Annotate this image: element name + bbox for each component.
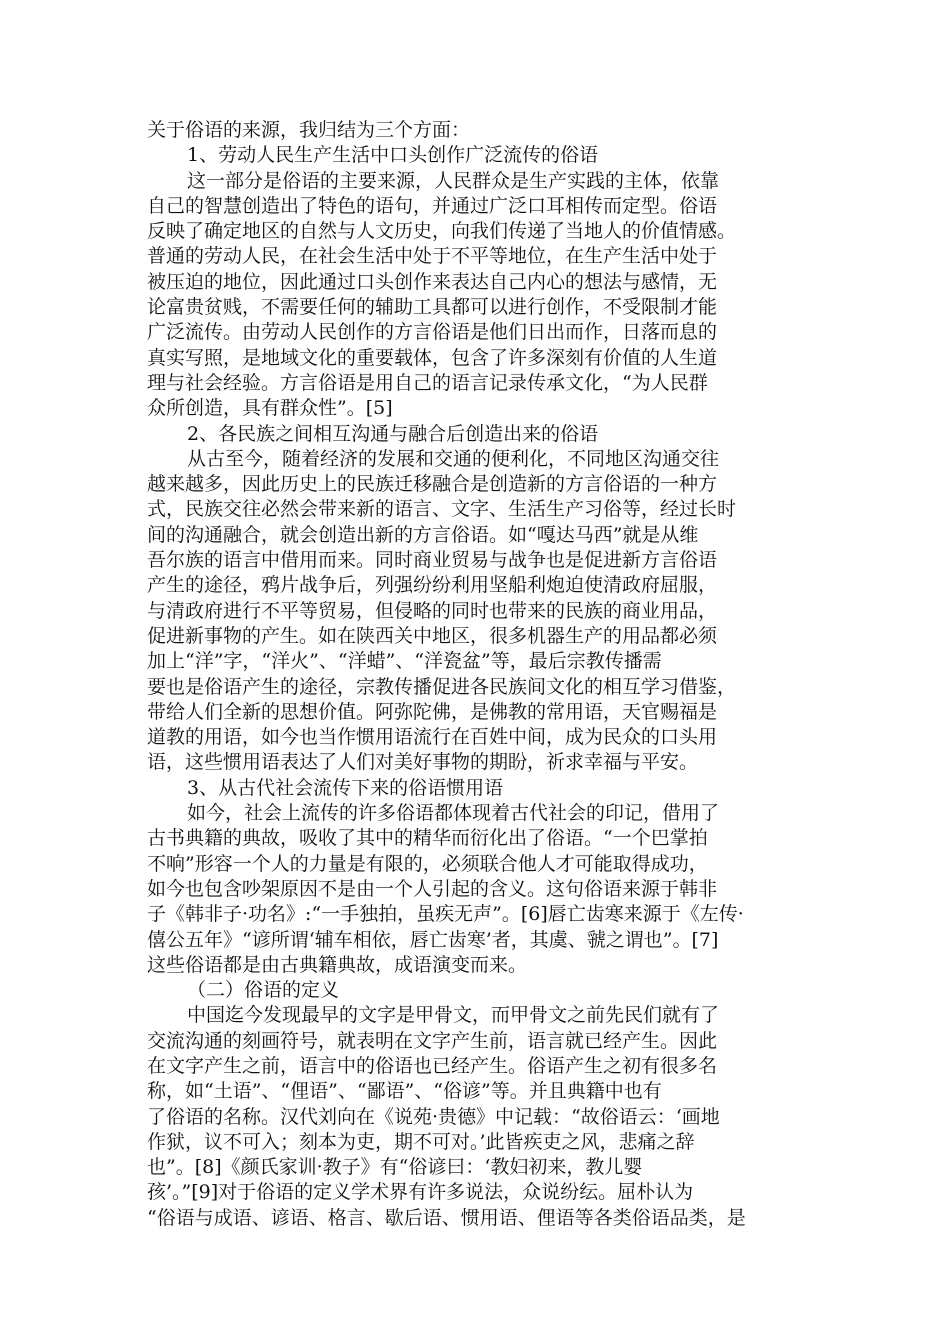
- text-line: 间的沟通融合，就会创造出新的方言俗语。如“嘎达马西”就是从维: [147, 523, 699, 546]
- text-line: 道教的用语，如今也当作惯用语流行在百姓中间，成为民众的口头用: [147, 726, 718, 749]
- text-line: 语，这些惯用语表达了人们对美好事物的期盼，祈求幸福与平安。: [147, 751, 699, 774]
- text-line: 不响”形容一个人的力量是有限的，必须联合他人才可能取得成功，: [147, 852, 708, 875]
- text-line: 加上“洋”字，“洋火”、“洋蜡”、“洋瓷盆”等，最后宗教传播需: [147, 650, 662, 673]
- text-line: 论富贵贫贱，不需要任何的辅助工具都可以进行创作，不受限制才能: [147, 296, 718, 319]
- text-line: 作狱，议不可入；刻本为吏，期不可对。’此皆疾吏之风，悲痛之辞: [147, 1130, 695, 1153]
- text-line: 反映了确定地区的自然与人文历史，向我们传递了当地人的价值情感。: [147, 220, 737, 243]
- text-line: 真实写照，是地域文化的重要载体，包含了许多深刻有价值的人生道: [147, 346, 718, 369]
- text-line: 从古至今，随着经济的发展和交通的便利化，不同地区沟通交往: [187, 447, 720, 470]
- text-line: 如今，社会上流传的许多俗语都体现着古代社会的印记，借用了: [187, 802, 720, 825]
- text-line: 1、劳动人民生产生活中口头创作广泛流传的俗语: [187, 144, 599, 167]
- text-line: 广泛流传。由劳动人民创作的方言俗语是他们日出而作，日落而息的: [147, 321, 718, 344]
- text-line: 吾尔族的语言中借用而来。同时商业贸易与战争也是促进新方言俗语: [147, 549, 718, 572]
- text-line: 古书典籍的典故，吸收了其中的精华而衍化出了俗语。“一个巴掌拍: [147, 827, 708, 850]
- text-line: 2、各民族之间相互沟通与融合后创造出来的俗语: [187, 422, 599, 445]
- text-line: 关于俗语的来源，我归结为三个方面：: [147, 119, 471, 141]
- text-line: 众所创造，具有群众性”。[5]: [147, 397, 393, 420]
- document-page: [147, 118, 807, 1231]
- text-line: 自己的智慧创造出了特色的语句，并通过广泛口耳相传而定型。俗语: [147, 194, 718, 217]
- text-line: 子《韩非子·功名》:“一手独拍，虽疾无声”。[6]唇亡齿寒来源于《左传·: [147, 903, 744, 926]
- text-line: 被压迫的地位，因此通过口头创作来表达自己内心的想法与感情，无: [147, 270, 718, 293]
- text-line: 理与社会经验。方言俗语是用自己的语言记录传承文化，“为人民群: [147, 371, 708, 394]
- text-line: 带给人们全新的思想价值。阿弥陀佛，是佛教的常用语，天官赐福是: [147, 700, 718, 723]
- text-line: 也”。[8]《颜氏家训·教子》有“俗谚曰：‘教妇初来，教儿婴: [147, 1156, 643, 1179]
- text-line: 称，如“土语”、“俚语”、“鄙语”、“俗谚”等。并且典籍中也有: [147, 1080, 662, 1103]
- text-line: 促进新事物的产生。如在陕西关中地区，很多机器生产的用品都必须: [147, 624, 718, 647]
- text-line: 普通的劳动人民，在社会生活中处于不平等地位，在生产生活中处于: [147, 245, 718, 268]
- text-line: 在文字产生之前，语言中的俗语也已经产生。俗语产生之初有很多名: [147, 1054, 718, 1077]
- text-line: 僖公五年》“谚所谓‘辅车相依，唇亡齿寒’者，其虞、虢之谓也”。[7]: [147, 928, 719, 951]
- text-line: 要也是俗语产生的途径，宗教传播促进各民族间文化的相互学习借鉴，: [147, 675, 737, 698]
- text-line: 交流沟通的刻画符号，就表明在文字产生前，语言就已经产生。因此: [147, 1029, 718, 1052]
- text-line: 与清政府进行不平等贸易，但侵略的同时也带来的民族的商业用品，: [147, 599, 718, 622]
- text-line: （二）俗语的定义: [187, 979, 340, 1002]
- text-line: 3、从古代社会流传下来的俗语惯用语: [187, 776, 504, 799]
- text-line: 这一部分是俗语的主要来源，人民群众是生产实践的主体，依靠: [187, 169, 720, 192]
- text-line: 产生的途径，鸦片战争后，列强纷纷利用坚船利炮迫使清政府屈服，: [147, 574, 718, 597]
- text-line: 了俗语的名称。汉代刘向在《说苑·贵德》中记载：“故俗语云：‘画地: [147, 1105, 720, 1128]
- text-line: 式，民族交往必然会带来新的语言、文字、生活生产习俗等，经过长时: [147, 498, 737, 521]
- text-line: 中国迄今发现最早的文字是甲骨文，而甲骨文之前先民们就有了: [187, 1004, 720, 1027]
- text-line: 越来越多，因此历史上的民族迁移融合是创造新的方言俗语的一种方: [147, 473, 718, 496]
- text-line: 如今也包含吵架原因不是由一个人引起的含义。这句俗语来源于韩非: [147, 877, 718, 900]
- text-line: 这些俗语都是由古典籍典故，成语演变而来。: [147, 953, 528, 976]
- text-line: 孩’。”[9]对于俗语的定义学术界有许多说法，众说纷纭。屈朴认为: [147, 1181, 694, 1204]
- text-line: “俗语与成语、谚语、格言、歇后语、惯用语、俚语等各类俗语品类，是: [147, 1206, 746, 1229]
